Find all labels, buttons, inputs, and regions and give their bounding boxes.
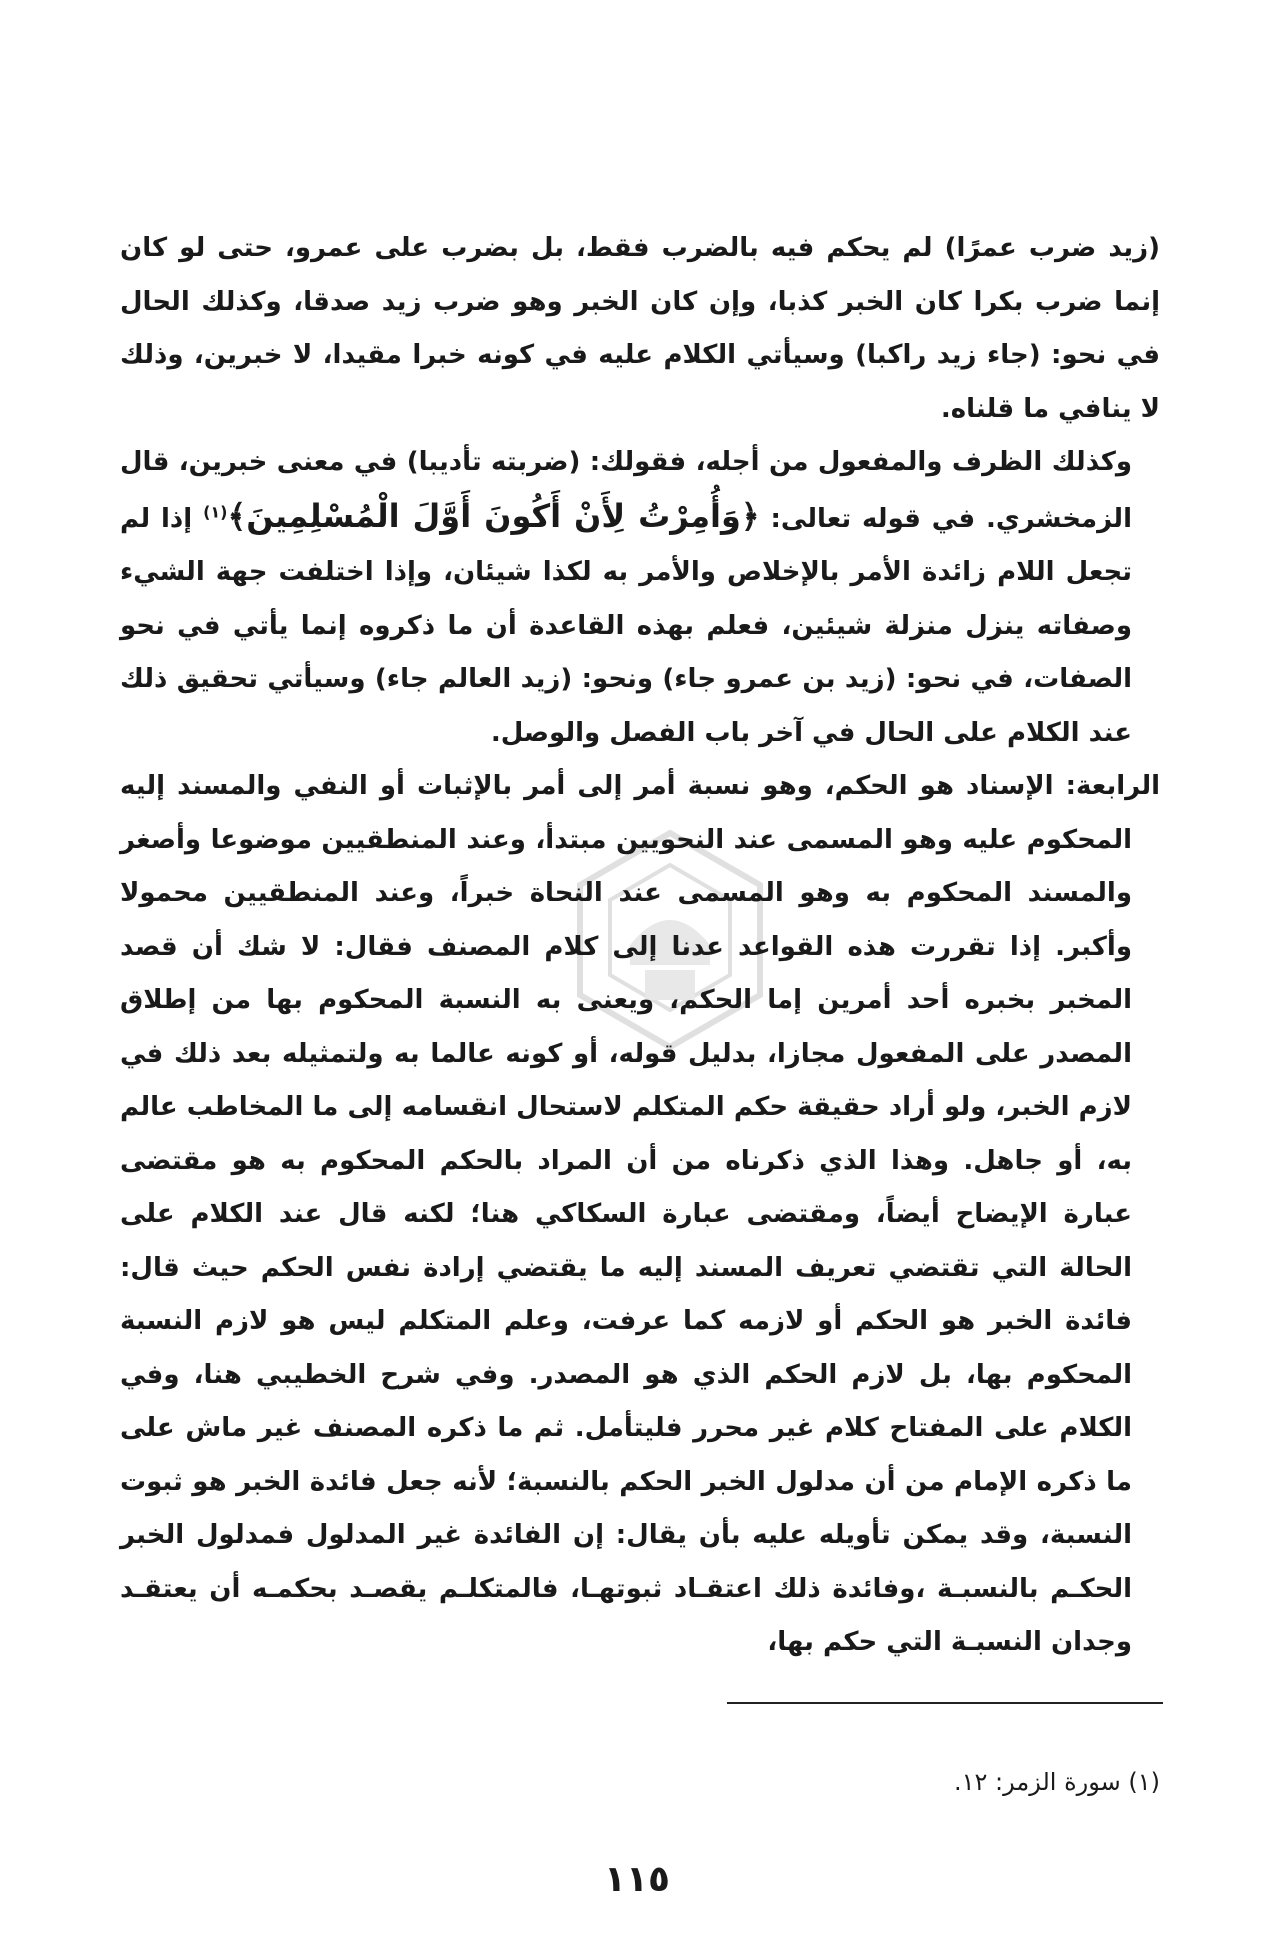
footnote-reference: (١) — [203, 501, 228, 521]
footnote-separator — [727, 1702, 1163, 1704]
paragraph-3 — [120, 760, 1160, 1670]
paragraph-2 — [120, 436, 1160, 760]
footnote: (١) سورة الزمر: ١٢. — [953, 1768, 1160, 1796]
page-number: ١١٥ — [604, 1859, 670, 1900]
paragraph-2-text-end: إذا لم تجعل اللام زائدة الأمر بالإخلاص والأمر به لكذا شيئان، وإذا اختلفت جهة الشيء وصفاته ينزل منزلة شيئين، فعلم بهذه القاعدة أن ما ذكروه إنما يأتي في نحو الصفات، في نحو: (زيد بن عمرو جاء) ونحو: (زيد العالم جاء) وسيأتي تحقيق ذلك عند الكلام على الحال في آخر باب الفصل والوصل. — [120, 503, 1132, 748]
quran-verse: ﴿وَأُمِرْتُ لِأَنْ أَكُونَ أَوَّلَ الْمُسْلِمِينَ﴾ — [227, 496, 760, 535]
paragraph-3-text: الإسناد هو الحكم، وهو نسبة أمر إلى أمر بالإثبات أو النفي والمسند إليه المحكوم عليه وهو المسمى عند النحويين مبتدأ، وعند المنطقيين موضوعا وأصغر والمسند المحكوم به وهو المسمى عند النحاة خبراً، وعند المنطقيين محمولا وأكبر. إذا تقررت هذه القواعد عدنا إلى كلام المصنف فقال: لا شك أن قصد المخبر بخبره أحد أمرين إما الحكم، ويعنى به النسبة المحكوم بها من إطلاق المصدر على المفعول مجازا، بدليل قوله، أو كونه عالما به ولتمثيله بعد ذلك في لازم الخبر، ولو أراد حقيقة حكم المتكلم لاستحال انقسامه إلى ما المخاطب عالم به، أو جاهل. وهذا الذي ذكرناه من أن المراد بالحكم المحكوم به هو مقتضى عبارة الإيضاح أيضاً، ومقتضى عبارة السكاكي هنا؛ لكنه قال عند الكلام على الحالة التي تقتضي تعريف المسند إليه ما يقتضي إرادة نفس الحكم حيث قال: فائدة الخبر هو الحكم أو لازمه كما عرفت، وعلم المتكلم ليس هو لازم النسبة المحكوم بها، بل لازم الحكم الذي هو المصدر. وفي شرح الخطيبي هنا، وفي الكلام على المفتاح كلام غير محرر فليتأمل. ثم ما ذكره المصنف غير ماش على ما ذكره الإمام من أن مدلول الخبر الحكم بالنسبة؛ لأنه جعل فائدة الخبر هو ثبوت النسبة، وقد يمكن تأويله عليه بأن يقال: إن الفائدة غير المدلول فمدلول الخبر الحكـم بالنسبـة ،وفائدة ذلك اعتقـاد ثبوتهـا، فالمتكلـم يقصـد بحكمـه أن يعتقـد وجدان النسبـة التي حكم بها، — [120, 771, 1132, 1657]
paragraph-1 — [120, 222, 1160, 436]
paragraph-1-text: (زيد ضرب عمرًا) لم يحكم فيه بالضرب فقط، بل بضرب على عمرو، حتى لو كان إنما ضرب بكرا كان الخبر كذبا، وإن كان الخبر وهو ضرب زيد صدقا، وكذلك الحال في نحو: (جاء زيد راكبا) وسيأتي الكلام عليه في كونه خبرا مقيدا، لا خبرين، وذلك لا ينافي ما قلناه. — [120, 233, 1160, 424]
main-text — [120, 222, 1160, 1670]
section-lead-word: الرابعة: — [1065, 771, 1160, 801]
paragraph-2-text-start: وكذلك الظرف والمفعول من أجله، فقولك: (ضربته تأديبا) في معنى خبرين، قال الزمخشري. في قوله تعالى: — [120, 447, 1132, 534]
